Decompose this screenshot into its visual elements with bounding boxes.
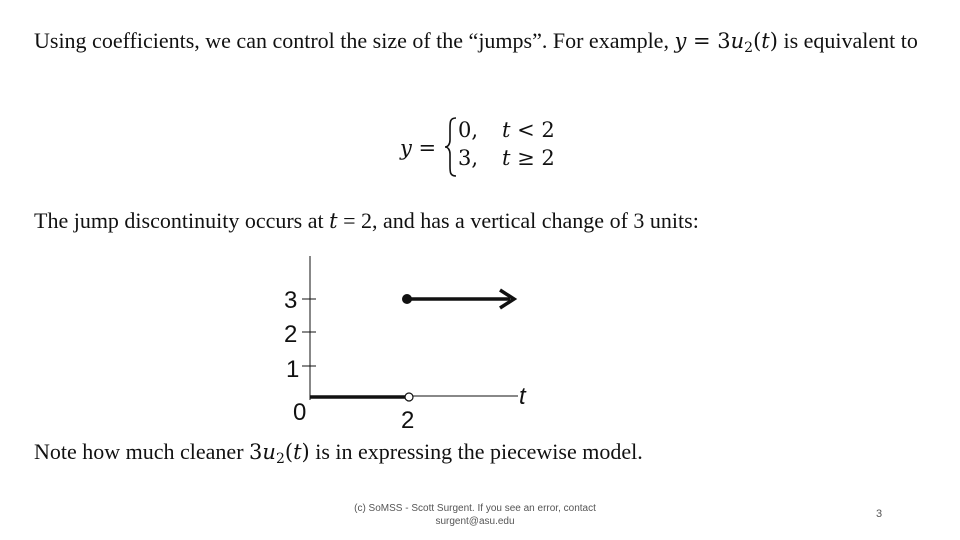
y-tick-label-3: 3 [284,287,298,314]
curly-brace-icon [444,116,458,178]
eq-sub: 2 [744,40,754,56]
intro-text-a: Using coefficients, we can control the size of the “jumps”. For example, [34,28,669,53]
conclusion-text-b: is in expressing the piecewise model. [309,439,643,464]
conclusion-paragraph [34,437,643,467]
piecewise-row-1 [458,118,555,142]
eq-close: ) [769,29,778,53]
intro-text-b: is equivalent to [783,28,918,53]
jump-text-a: The jump discontinuity occurs at [34,208,330,233]
footer-email: surgent@asu.edu [435,516,515,527]
piecewise-row-2 [458,146,555,170]
equation-y-3u2t [674,29,778,56]
eq2-arg: t [293,440,302,464]
eq-u: u [730,29,745,53]
closed-point-at-2-3 [402,294,412,304]
jump-var-t: t [329,209,338,233]
jump-text-b: = 2, and has a vertical change of 3 units: [337,208,699,233]
step-function-graph [280,250,540,434]
x-tick-label-2: 2 [401,407,415,434]
y-tick-label-2: 2 [284,321,298,348]
page-number: 3 [876,508,883,520]
y-tick-label-0: 0 [293,399,307,426]
piecewise-lhs: y = [400,136,437,160]
eq-mid: = 3 [686,29,731,53]
eq2-coef: 3 [249,440,263,464]
eq-lhs: y [674,29,687,53]
piecewise-row-1-var: t [502,118,511,142]
piecewise-row-2-cond: ≥ 2 [510,146,555,170]
eq-open: ( [753,29,762,53]
x-axis-label: t [519,383,526,410]
eq2-sub: 2 [275,451,285,467]
eq2-u: u [262,440,276,464]
eq2-open: ( [284,440,294,464]
open-point-at-2-0 [405,393,413,401]
piecewise-row-1-cond: < 2 [510,118,555,142]
piecewise-row-2-value: 3, [458,146,479,170]
piecewise-row-2-var: t [502,146,511,170]
eq2-close: ) [301,440,310,464]
equation-3u2t [249,440,310,467]
piecewise-row-1-value: 0, [458,118,479,142]
eq-arg: t [761,29,770,53]
footer-line-1: (c) SoMSS - Scott Surgent. If you see an error, contact [354,503,596,514]
y-tick-label-1: 1 [286,356,300,383]
intro-paragraph [34,26,926,56]
jump-paragraph [34,206,699,236]
conclusion-text-a: Note how much cleaner [34,439,250,464]
footer-credit [320,502,630,528]
